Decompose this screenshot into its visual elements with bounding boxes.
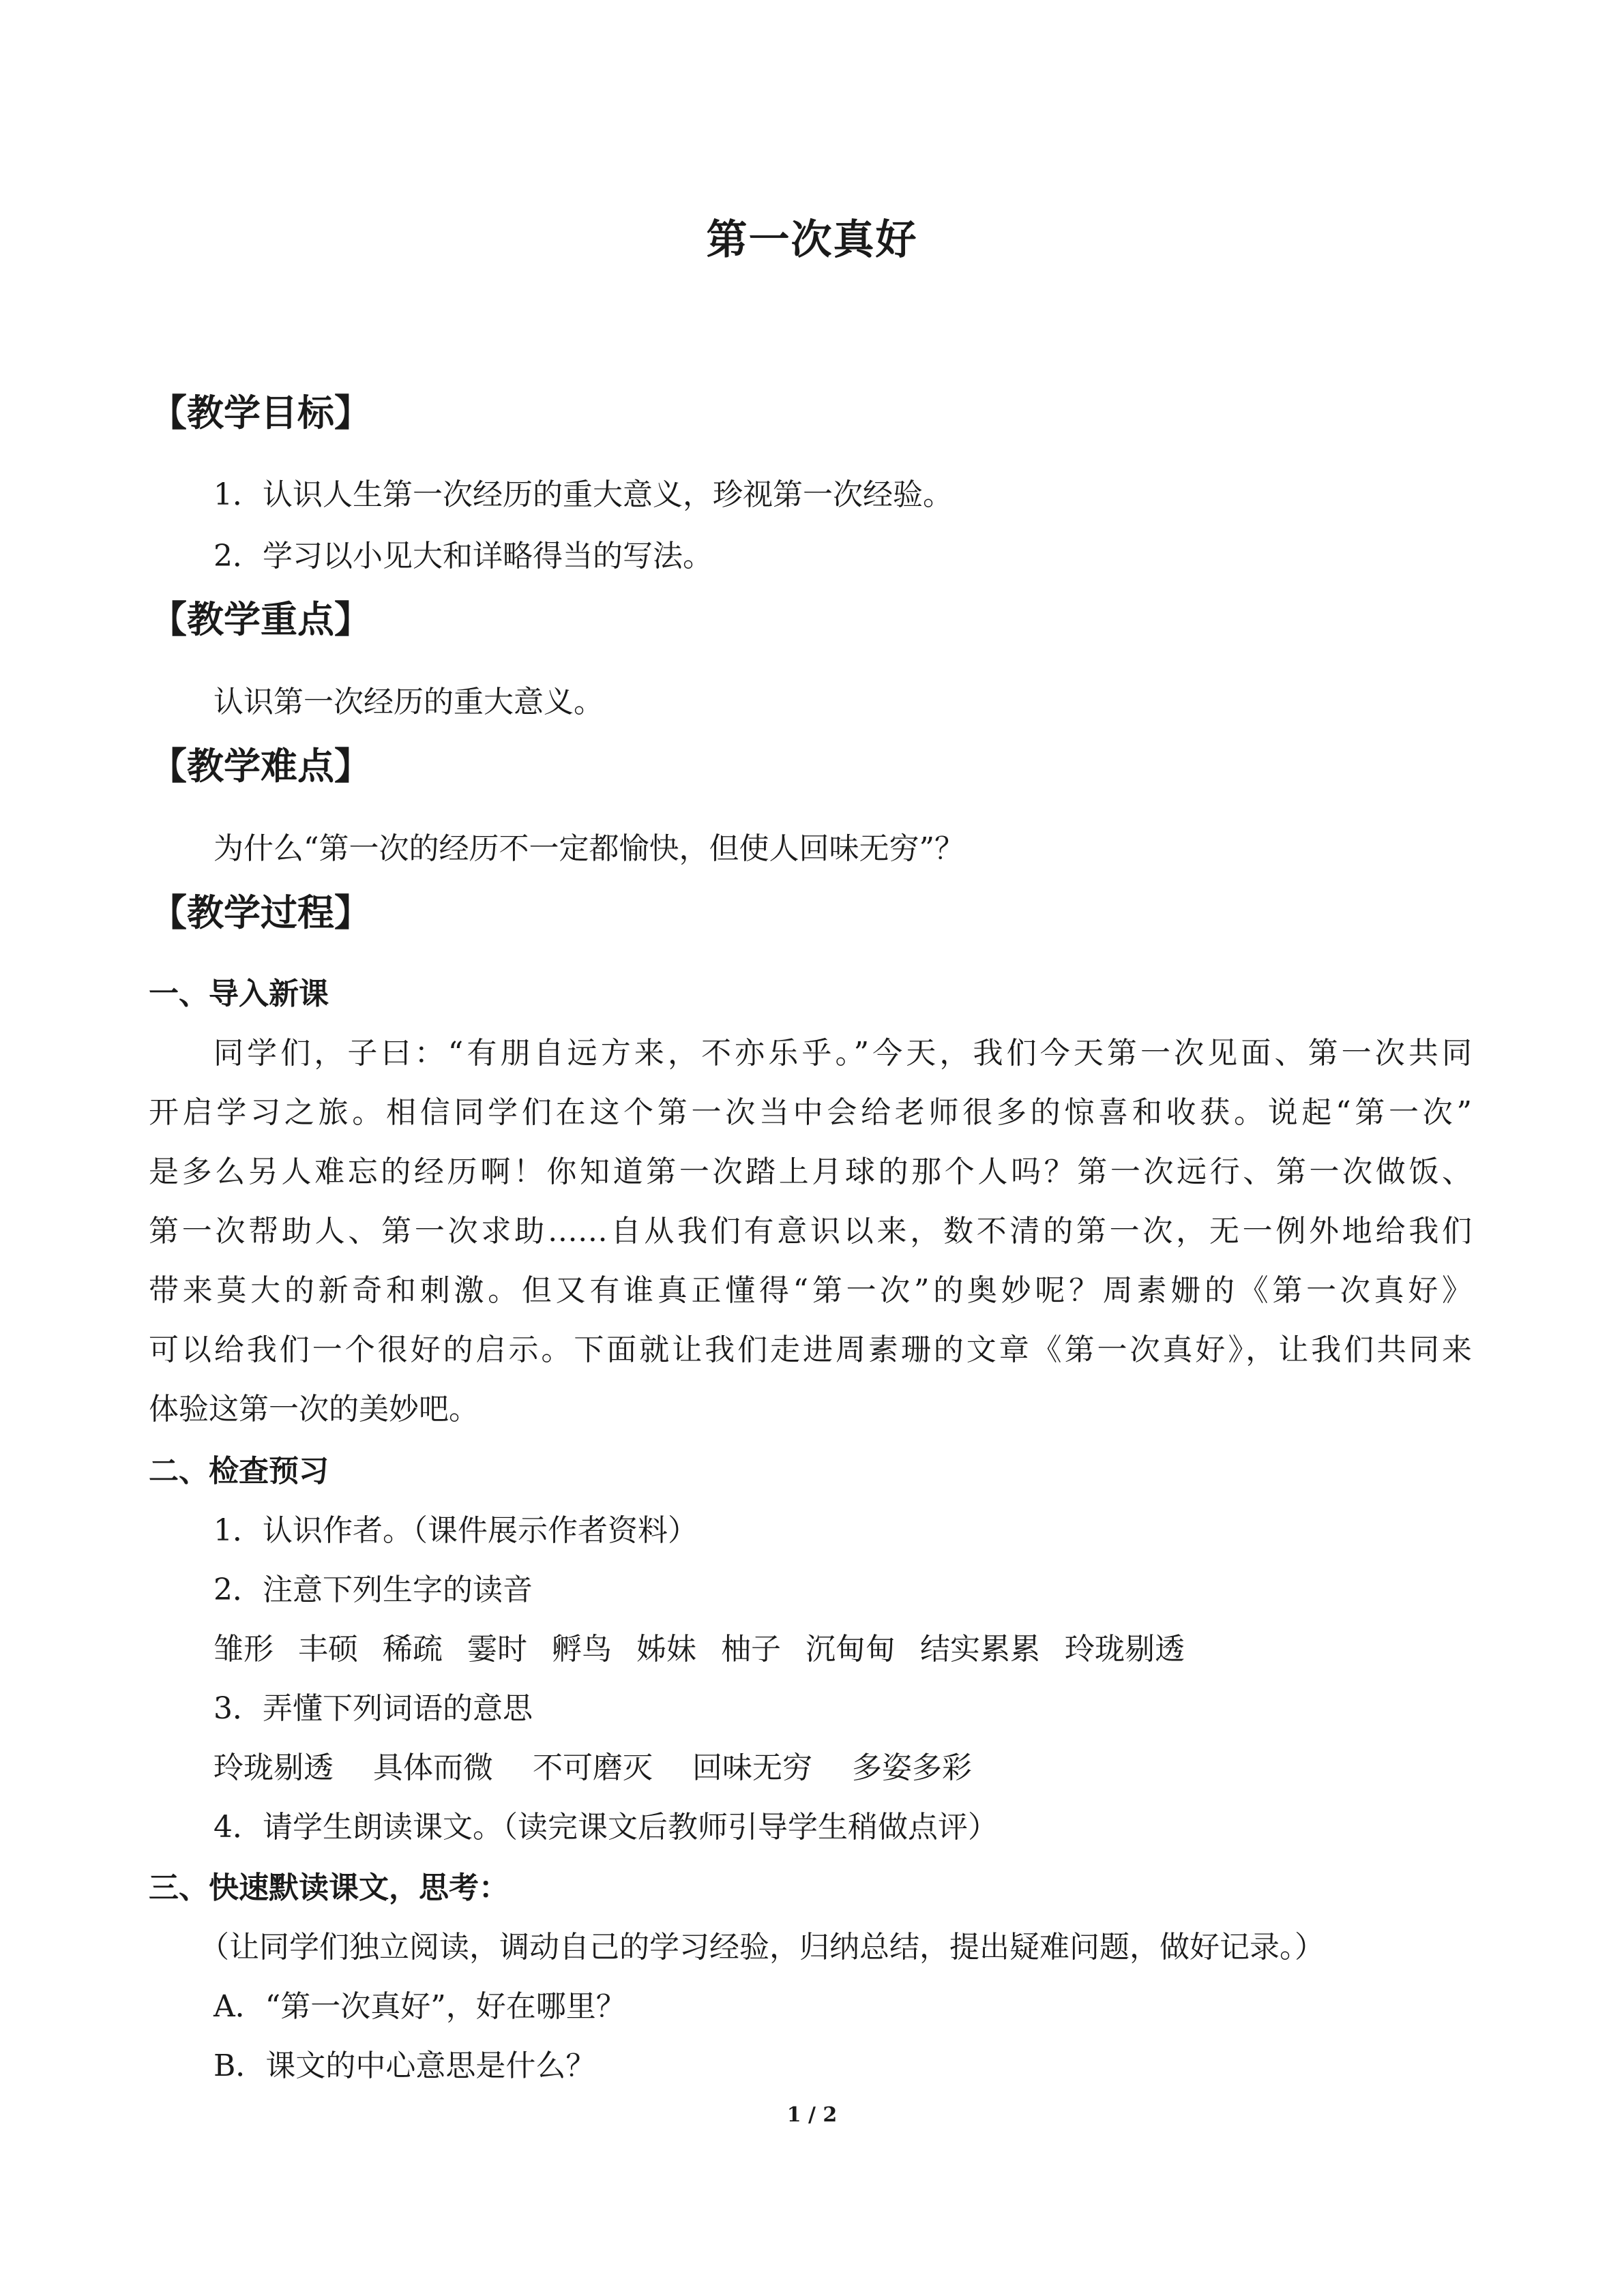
pronunciation-word: 丰硕 <box>298 1632 358 1667</box>
pronunciation-word-list <box>213 1629 1185 1670</box>
pronunciation-word: 姊妹 <box>636 1632 696 1667</box>
pronunciation-word: 结实累累 <box>920 1632 1040 1667</box>
vocabulary-word: 回味无穷 <box>692 1750 812 1785</box>
pronunciation-word: 沉甸甸 <box>806 1632 896 1667</box>
preview-item-2: 2．注意下列生字的读音 <box>213 1572 533 1607</box>
intro-paragraph-line-4: 第一次帮助人、第一次求助……自从我们有意识以来，数不清的第一次，无一例外地给我们 <box>149 1214 1472 1249</box>
vocabulary-word: 多姿多彩 <box>852 1750 972 1785</box>
reading-instruction-note: （让同学们独立阅读，调动自己的学习经验，归纳总结，提出疑难问题，做好记录。） <box>199 1930 1325 1965</box>
pronunciation-word: 玲珑剔透 <box>1065 1632 1185 1667</box>
page-title: 第一次真好 <box>706 216 918 264</box>
preview-item-4: 4．请学生朗读课文。（读完课文后教师引导学生稍做点评） <box>213 1810 998 1845</box>
goal-item-2: 2．学习以小见大和详略得当的写法。 <box>213 539 713 573</box>
intro-paragraph-line-5: 带来莫大的新奇和刺激。但又有谁真正懂得“第一次”的奥妙呢？周素姗的《第一次真好》 <box>149 1273 1472 1308</box>
vocabulary-word-list <box>213 1748 972 1789</box>
pronunciation-word: 孵鸟 <box>552 1632 612 1667</box>
section-heading-preview: 二、检查预习 <box>149 1454 329 1489</box>
question-a: A．“第一次真好”，好在哪里？ <box>213 1989 626 2024</box>
goal-item-1: 1．认识人生第一次经历的重大意义，珍视第一次经验。 <box>213 477 953 512</box>
intro-paragraph-line-3: 是多么另人难忘的经历啊！你知道第一次踏上月球的那个人吗？第一次远行、第一次做饭、 <box>149 1154 1472 1189</box>
pronunciation-word: 稀疏 <box>383 1632 443 1667</box>
vocabulary-word: 不可磨灭 <box>533 1750 653 1785</box>
difficulty-text: 为什么“第一次的经历不一定都愉快，但使人回味无穷”？ <box>213 831 964 866</box>
preview-item-3: 3．弄懂下列词语的意思 <box>213 1691 533 1726</box>
intro-paragraph-line-6: 可以给我们一个很好的启示。下面就让我们走进周素珊的文章《第一次真好》，让我们共同来 <box>149 1332 1472 1367</box>
intro-paragraph-line-1: 同学们，子曰：“有朋自远方来，不亦乐乎。”今天，我们今天第一次见面、第一次共同 <box>213 1036 1472 1071</box>
heading-teaching-focus: 【教学重点】 <box>150 597 371 641</box>
pronunciation-word: 柚子 <box>721 1632 781 1667</box>
heading-teaching-goals: 【教学目标】 <box>150 391 371 434</box>
section-heading-intro: 一、导入新课 <box>149 976 329 1011</box>
pronunciation-word: 霎时 <box>467 1632 527 1667</box>
heading-teaching-difficulty: 【教学难点】 <box>150 744 371 788</box>
heading-teaching-process: 【教学过程】 <box>150 891 371 934</box>
preview-item-1: 1．认识作者。（课件展示作者资料） <box>213 1513 698 1548</box>
section-heading-quick-reading: 三、快速默读课文，思考： <box>149 1870 509 1905</box>
intro-paragraph-line-2: 开启学习之旅。相信同学们在这个第一次当中会给老师很多的惊喜和收获。说起“第一次” <box>149 1095 1472 1130</box>
question-b: B．课文的中心意思是什么？ <box>213 2048 596 2083</box>
page-number: 1 / 2 <box>786 2103 838 2127</box>
vocabulary-word: 具体而微 <box>373 1750 493 1785</box>
focus-text: 认识第一次经历的重大意义。 <box>213 685 604 719</box>
vocabulary-word: 玲珑剔透 <box>213 1750 334 1785</box>
pronunciation-word: 雏形 <box>213 1632 274 1667</box>
intro-paragraph-line-7: 体验这第一次的美妙吧。 <box>149 1392 479 1427</box>
